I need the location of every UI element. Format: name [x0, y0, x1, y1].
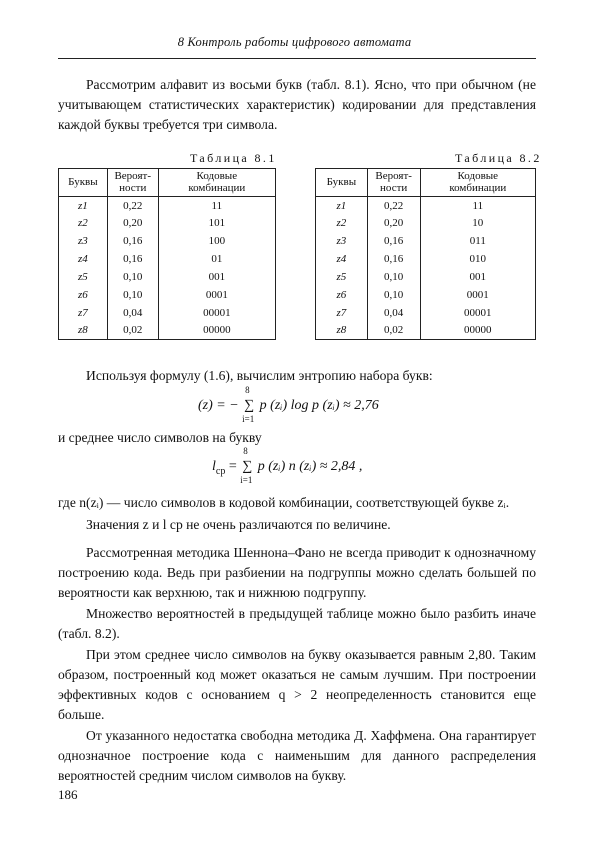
table1-cell: z3	[59, 232, 108, 250]
table2-cell: z7	[316, 304, 368, 322]
formula2-body: p (zᵢ) n (zᵢ) ≈ 2,84 ,	[257, 459, 363, 474]
table2-header-codes: Кодовые комбинации	[420, 169, 535, 197]
table2-cell: 0,20	[367, 214, 420, 232]
formula1-sum: 8 ∑ i=1	[242, 385, 255, 424]
table1-cell: z7	[59, 304, 108, 322]
table2-cell: 00001	[420, 304, 535, 322]
method-paragraph: Рассмотренная методика Шеннона–Фано не всегда приводит к однозначному построению кода. Ведь при разбиении на подгруппы можно сделать большей по вероятности как верхнюю, так и нижнюю подгруппу.	[58, 545, 536, 600]
formula2-sum-top: 8	[243, 446, 248, 456]
table1-cell: 0,16	[107, 250, 158, 268]
table2-cell: 10	[420, 214, 535, 232]
set-paragraph: Множество вероятностей в предыдущей таблице можно было разбить иначе (табл. 8.2).	[58, 606, 536, 641]
table1-cell: 0,20	[107, 214, 158, 232]
table1-cell: 01	[158, 250, 275, 268]
table1-cell: 0,16	[107, 232, 158, 250]
table1-cell: 0,22	[107, 197, 158, 215]
header-rule	[58, 58, 536, 59]
table-row	[59, 304, 276, 322]
table1-cell: 0,10	[107, 268, 158, 286]
table1-cell: z8	[59, 322, 108, 340]
table-row	[59, 286, 276, 304]
table-row	[316, 322, 536, 340]
table1-caption: Таблица 8.1	[190, 151, 277, 165]
table-row	[59, 214, 276, 232]
formula2-eq: =	[225, 459, 241, 474]
table1-cell: 100	[158, 232, 275, 250]
table1-cell: z4	[59, 250, 108, 268]
table-row	[316, 304, 536, 322]
table2-cell: z8	[316, 322, 368, 340]
table2-cell: 0,10	[367, 268, 420, 286]
table-row	[316, 268, 536, 286]
formula-entropy	[198, 385, 379, 424]
table1-cell: 101	[158, 214, 275, 232]
intro-paragraph: Рассмотрим алфавит из восьми букв (табл. 8.1). Ясно, что при обычном (не учитывающем статистических характеристик) кодировании для представления каждой буквы требуется три символа.	[58, 77, 536, 132]
formula2-lhs-sub: ср	[215, 465, 226, 477]
table2-cell: 0,10	[367, 286, 420, 304]
table2-cell: 011	[420, 232, 535, 250]
formula1-sum-bottom: i=1	[242, 414, 255, 424]
table2-cell: 010	[420, 250, 535, 268]
table1-cell: 0,02	[107, 322, 158, 340]
huffman-paragraph: От указанного недостатка свободна методика Д. Хаффмена. Она гарантирует однозначное построение кода с наименьшим для данного распределения вероятностей средним числом символов на букву.	[58, 728, 536, 783]
table1-cell: 00001	[158, 304, 275, 322]
table-row	[316, 232, 536, 250]
table1-cell: 11	[158, 197, 275, 215]
table2-cell: 11	[420, 197, 535, 215]
formula1-lhs: (z) = −	[198, 398, 239, 413]
table1-cell: z2	[59, 214, 108, 232]
table-row	[59, 197, 276, 215]
table-row	[59, 250, 276, 268]
formula1-sum-top: 8	[245, 385, 250, 395]
table2-cell: 001	[420, 268, 535, 286]
table2-caption: Таблица 8.2	[455, 151, 542, 165]
table2-header-letters: Буквы	[316, 169, 368, 197]
formula2-sum-bottom: i=1	[240, 475, 253, 485]
table2-cell: 00000	[420, 322, 535, 340]
result-paragraph: При этом среднее число символов на букву оказывается равным 2,80. Таким образом, построенный код может оказаться не самым лучшим. При построении эффективных кодов с основанием q > 2 неопределенность становится еще больше.	[58, 647, 536, 722]
table2-cell: z1	[316, 197, 368, 215]
values-paragraph: Значения z и l ср не очень различаются по величине.	[86, 517, 391, 532]
table1-cell: 0,10	[107, 286, 158, 304]
table2-cell: 0,02	[367, 322, 420, 340]
table-row	[59, 232, 276, 250]
table1-cell: z5	[59, 268, 108, 286]
table1	[58, 168, 276, 340]
table2-header-prob: Вероят- ности	[367, 169, 420, 197]
table1-cell: 00000	[158, 322, 275, 340]
running-header: 8 Контроль работы цифрового автомата	[177, 35, 412, 49]
where-line: где n(zᵢ) — число символов в кодовой комбинации, соответствующей букве zᵢ.	[58, 495, 510, 510]
page-number: 186	[58, 787, 78, 802]
table-row	[59, 322, 276, 340]
table-row	[316, 250, 536, 268]
table1-cell: 0,04	[107, 304, 158, 322]
table2-cell: 0,04	[367, 304, 420, 322]
formula-avg-length	[212, 446, 363, 485]
table2-cell: 0001	[420, 286, 535, 304]
table2-cell: 0,16	[367, 232, 420, 250]
table-row	[59, 268, 276, 286]
table1-cell: 001	[158, 268, 275, 286]
table2-cell: z5	[316, 268, 368, 286]
table-row	[316, 286, 536, 304]
formula2-sum: 8 ∑ i=1	[240, 446, 253, 485]
avg-intro: и среднее число символов на букву	[58, 430, 262, 445]
table1-cell: 0001	[158, 286, 275, 304]
table1-cell: z6	[59, 286, 108, 304]
table-row	[316, 214, 536, 232]
table1-header-prob: Вероят- ности	[107, 169, 158, 197]
table2-cell: 0,22	[367, 197, 420, 215]
table2-cell: 0,16	[367, 250, 420, 268]
table2-cell: z4	[316, 250, 368, 268]
table-row	[316, 197, 536, 215]
entropy-intro: Используя формулу (1.6), вычислим энтропию набора букв:	[86, 368, 433, 383]
table1-header-letters: Буквы	[59, 169, 108, 197]
table2-cell: z3	[316, 232, 368, 250]
table1-header-codes: Кодовые комбинации	[158, 169, 275, 197]
table2-cell: z2	[316, 214, 368, 232]
formula1-body: p (zᵢ) log p (zᵢ) ≈ 2,76	[259, 398, 379, 413]
table2-cell: z6	[316, 286, 368, 304]
formula2-lhs: l	[212, 459, 216, 474]
table2	[315, 168, 536, 340]
table1-cell: z1	[59, 197, 108, 215]
